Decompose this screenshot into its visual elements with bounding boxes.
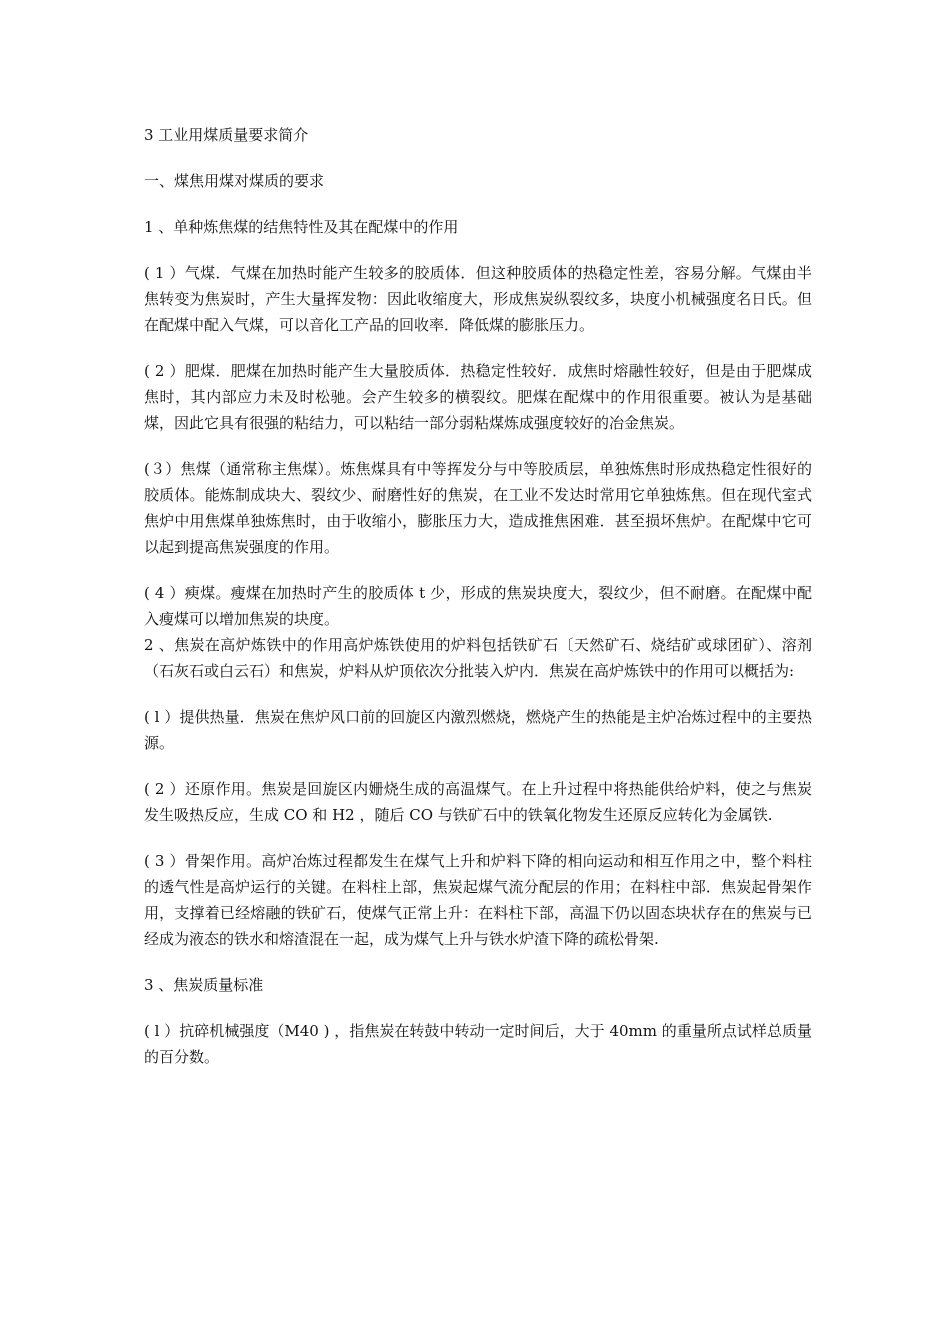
- paragraph-fat-coal: ( 2 ）肥煤．肥煤在加热时能产生大量胶质体．热稳定性较好．成焦时熔融性较好，但是由于肥煤成焦时，其内部应力未及时松驰。会产生较多的横裂纹。肥煤在配煤中的作用很重要。被认为是基础煤，因此它具有很强的粘结力，可以粘结一部分弱粘煤炼成强度较好的冶金焦炭。: [144, 362, 812, 432]
- paragraph-gas-coal: ( 1 ）气煤．气煤在加热时能产生较多的胶质体．但这种胶质体的热稳定性差，容易分解。气煤由半焦转变为焦炭时，产生大量挥发物：因此收缩度大，形成焦炭纵裂纹多，块度小机械强度名日氏。但在配煤中配入气煤，可以音化工产品的回收率．降低煤的膨胀压力。: [144, 264, 812, 334]
- document-body: [144, 122, 812, 1070]
- document-title: 3 工业用煤质量要求简介: [144, 126, 309, 144]
- paragraph-skeleton: ( 3 ）骨架作用。高炉冶炼过程都发生在煤气上升和炉料下降的相向运动和相互作用之中，整个料柱的透气性是高炉运行的关键。在料柱上部，焦炭起煤气流分配层的作用；在料柱中部．焦炭起骨架作用，支撑着已经熔融的铁矿石，使煤气正常上升：在料柱下部，高温下仍以固态块状存在的焦炭与已经成为液态的铁水和熔渣混在一起，成为煤气上升与铁水炉渣下降的疏松骨架.: [144, 852, 812, 948]
- paragraph-coking-coal: (３）焦煤（通常称主焦煤）。炼焦煤具有中等挥发分与中等胶质层，单独炼焦时形成热稳定性很好的胶质体。能炼制成块大、裂纹少、耐磨性好的焦炭，在工业不发达时常用它单独炼焦。但在现代室式焦炉中用焦煤单独炼焦时，由于收缩小，膨胀压力大，造成推焦困难．甚至损坏焦炉。在配煤中它可以起到提高焦炭强度的作用。: [144, 460, 812, 556]
- paragraph-m40: ( l ）抗碎机械强度（M40 ) ，指焦炭在转鼓中转动一定时间后，大于 40mm 的重量所点试样总质量的百分数。: [144, 1022, 812, 1066]
- paragraph-coke-in-blast-furnace: 2 、焦炭在高炉炼铁中的作用高炉炼铁使用的炉料包括铁矿石〔天然矿石、烧结矿或球团矿）、溶剂（石灰石或白云石）和焦炭，炉料从炉顶依次分批装入炉内．焦炭在高炉炼铁中的作用可以概括为:: [144, 636, 812, 680]
- subsection-heading: 1 、单种炼焦煤的结焦特性及其在配煤中的作用: [144, 218, 459, 236]
- paragraph-lean-coal: ( 4 ）瘐煤。瘦煤在加热时产生的胶质体 t 少，形成的焦炭块度大，裂纹少，但不耐磨。在配煤中配入瘦煤可以增加焦炭的块度。: [144, 584, 812, 628]
- paragraph-heat: ( l ）提供热量．焦炭在焦炉风口前的回旋区内激烈燃烧，燃烧产生的热能是主炉冶炼过程中的主要热源。: [144, 708, 812, 752]
- paragraph-reduction: ( 2 ）还原作用。焦炭是回旋区内姗烧生成的高温煤气。在上升过程中将热能供给炉料，使之与焦炭发生吸热反应，生成 CO 和 H2 ，随后 CO 与铁矿石中的铁氧化物发生还原反应转化为金属铁.: [144, 780, 812, 824]
- subsection-heading: 3 、焦炭质量标准: [144, 976, 264, 994]
- section-heading: 一、煤焦用煤对煤质的要求: [144, 172, 325, 190]
